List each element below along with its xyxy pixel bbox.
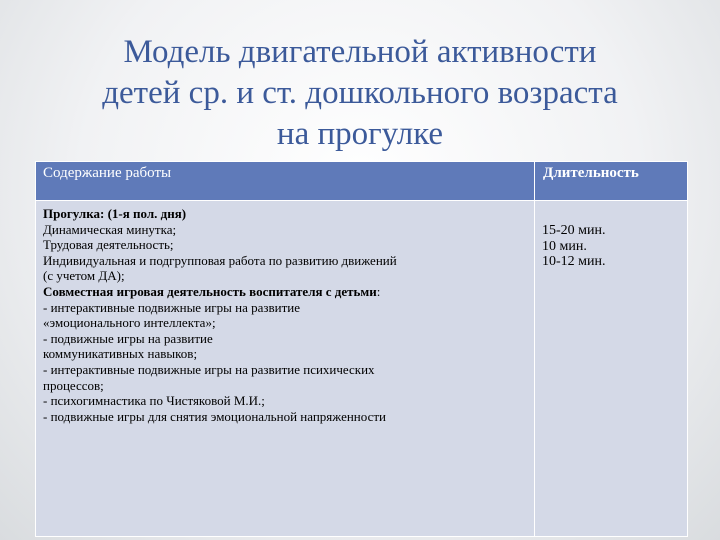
slide-title	[40, 32, 680, 155]
list-item: Трудовая деятельность;	[43, 237, 174, 253]
list-item: «эмоционального интеллекта»;	[43, 315, 216, 331]
list-item: Индивидуальная и подгрупповая работа по развитию движений	[43, 252, 397, 268]
joint-activity-heading: Совместная игровая деятельность воспитателя с детьми:	[43, 283, 381, 299]
list-item: - подвижные игры для снятия эмоциональной напряженности	[43, 408, 386, 424]
content-cell	[36, 201, 535, 537]
list-item: - интерактивные подвижные игры на развитие психических	[43, 361, 375, 377]
header-duration: Длительность	[535, 162, 688, 201]
list-item: процессов;	[43, 377, 104, 393]
walk-heading: Прогулка: (1-я пол. дня)	[43, 206, 187, 221]
duration-cell	[535, 201, 688, 537]
list-item: - подвижные игры на развитие	[43, 330, 213, 346]
header-content: Содержание работы	[36, 162, 535, 201]
activity-table	[35, 161, 688, 537]
title-line-1: Модель двигательной активности	[123, 34, 597, 70]
list-item: Динамическая минутка;	[43, 221, 177, 237]
table-header-row	[36, 162, 688, 201]
duration-value: 10-12 мин.	[542, 254, 606, 270]
list-item: коммуникативных навыков;	[43, 346, 198, 362]
duration-value: 15-20 мин.	[542, 223, 606, 238]
list-item: - психогимнастика по Чистяковой М.И.;	[43, 393, 265, 409]
list-item: - интерактивные подвижные игры на развитие	[43, 299, 300, 315]
title-line-2: детей ср. и ст. дошкольного возраста	[102, 75, 618, 111]
table-row	[36, 201, 688, 537]
duration-value: 10 мин.	[542, 238, 587, 254]
list-item: (с учетом ДА);	[43, 268, 125, 284]
title-line-3: на прогулке	[276, 116, 444, 152]
